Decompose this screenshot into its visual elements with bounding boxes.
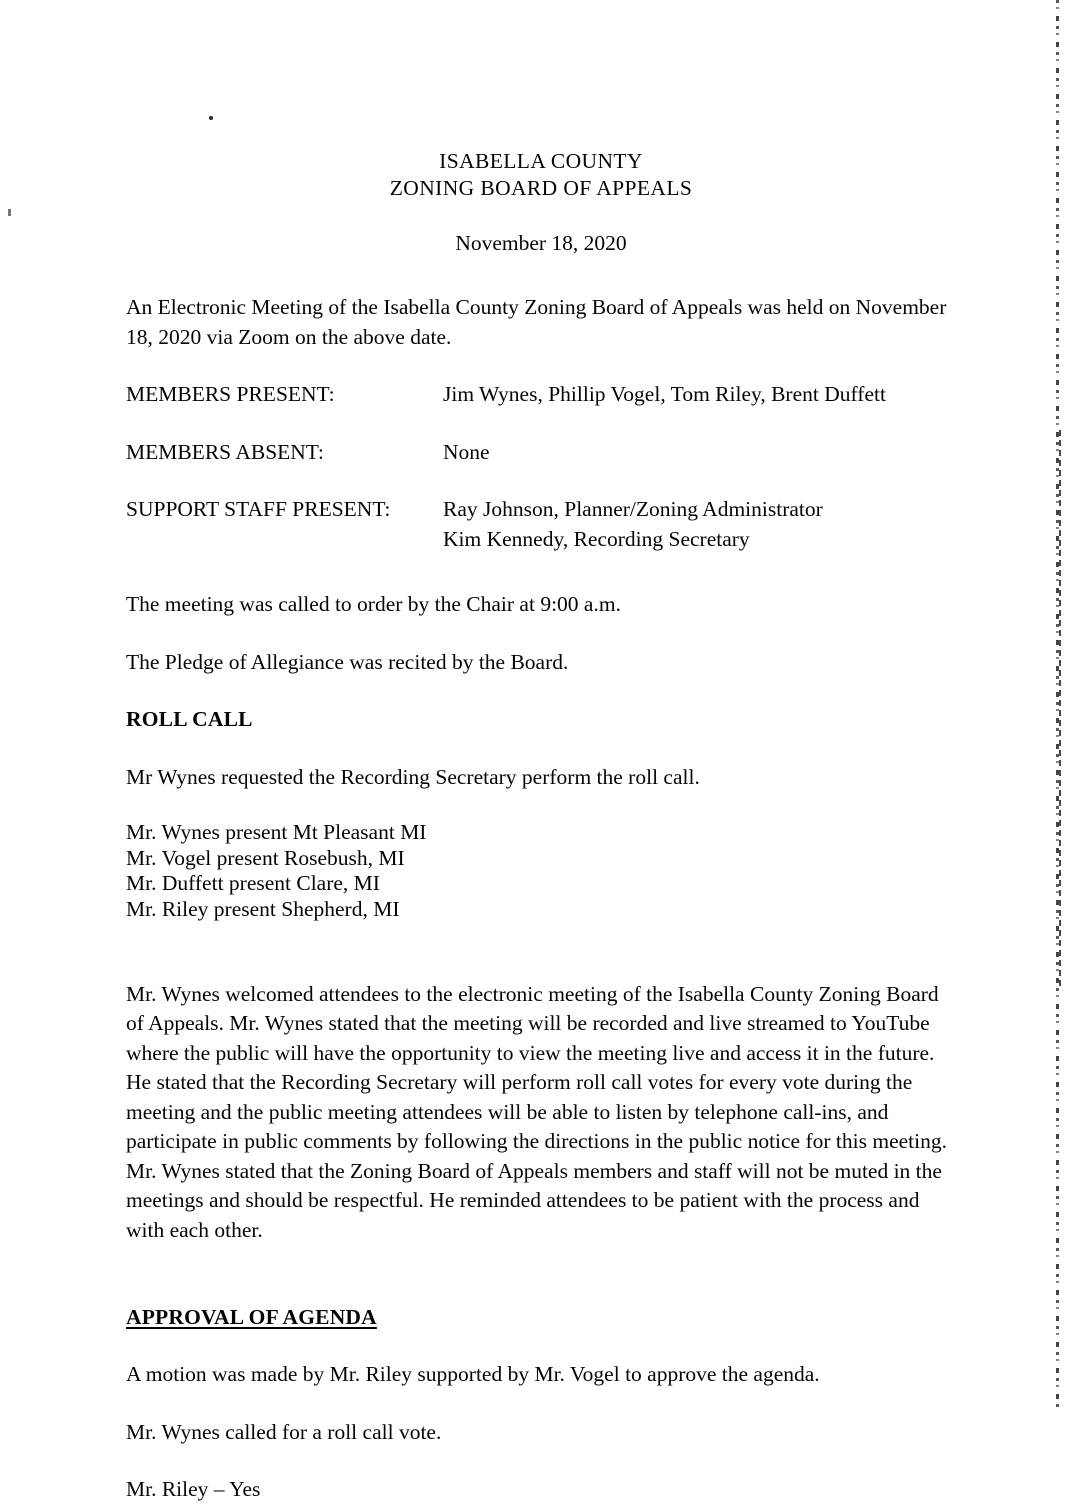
spacer (126, 257, 958, 293)
spacer (126, 554, 958, 590)
attendance-value-group (443, 495, 958, 554)
attendance-row-members-absent (126, 438, 958, 468)
attendance-value: None (443, 439, 490, 464)
organization-name-line-2: ZONING BOARD OF APPEALS (389, 176, 693, 200)
document-header (124, 0, 958, 202)
spacer (126, 467, 958, 495)
attendance-row-members-present (126, 380, 958, 410)
vote-record-entry: Mr. Riley – Yes (126, 1477, 261, 1501)
pledge-line: The Pledge of Allegiance was recited by the Board. (126, 649, 569, 674)
roll-call-request-line: Mr Wynes requested the Recording Secretary perform the roll call. (126, 764, 700, 789)
organization-name-line-1: ISABELLA COUNTY (439, 149, 643, 173)
spacer (126, 410, 958, 438)
section-heading-approval-of-agenda: APPROVAL OF AGENDA (126, 1304, 377, 1329)
attendance-value-line: Kim Kennedy, Recording Secretary (443, 526, 750, 551)
roll-call-entry: Mr. Duffett present Clare, MI (126, 871, 380, 895)
motion-line: A motion was made by Mr. Riley supported by Mr. Vogel to approve the agenda. (126, 1362, 820, 1386)
attendance-label: MEMBERS ABSENT: (126, 439, 324, 464)
welcome-paragraph: Mr. Wynes welcomed attendees to the electronic meeting of the Isabella County Zoning Board of Appeals. Mr. Wynes stated that the meeting will be recorded and live streamed to YouTube where the public will have the opportunity to view the meeting live and access it in the future. He stated that the Recording Secretary will perform roll call votes for every vote during the meeting and the public meeting attendees will be able to listen by telephone call-ins, and participate in public comments by following the directions in the public notice for this meeting. Mr. Wynes stated that the Zoning Board of Appeals members and staff will not be muted in the meetings and should be respectful. He reminded attendees to be patient with the process and with each other. (126, 981, 947, 1242)
roll-call-list (126, 820, 958, 922)
spacer (126, 677, 958, 705)
attendance-label: SUPPORT STAFF PRESENT: (126, 497, 391, 521)
spacer (126, 792, 958, 820)
spacer (126, 352, 958, 380)
spacer (126, 620, 958, 648)
intro-paragraph: An Electronic Meeting of the Isabella County Zoning Board of Appeals was held on November 18, 2020 via Zoom on the above date. (126, 295, 947, 349)
roll-call-entry: Mr. Vogel present Rosebush, MI (126, 845, 405, 870)
scan-speck-left (8, 209, 11, 216)
scan-edge-artifact-right-secondary (1059, 430, 1061, 990)
attendance-row-support-staff (126, 495, 958, 554)
spacer (126, 1390, 958, 1418)
spacer (126, 735, 958, 763)
document-body (126, 0, 958, 1505)
call-for-vote-line: Mr. Wynes called for a roll call vote. (126, 1419, 442, 1444)
attendance-label: MEMBERS PRESENT: (126, 382, 335, 406)
spacer (126, 1267, 958, 1303)
attendance-value: Jim Wynes, Phillip Vogel, Tom Riley, Brent Duffett (443, 382, 886, 406)
spacer (126, 1447, 958, 1475)
spacer (126, 922, 958, 958)
spacer (126, 1332, 958, 1360)
called-to-order-line: The meeting was called to order by the Chair at 9:00 a.m. (126, 592, 621, 616)
roll-call-entry: Mr. Wynes present Mt Pleasant MI (126, 820, 427, 844)
roll-call-entry: Mr. Riley present Shepherd, MI (126, 896, 400, 921)
meeting-date: November 18, 2020 (455, 231, 627, 255)
attendance-value-line: Ray Johnson, Planner/Zoning Administrator (443, 497, 823, 521)
section-heading-roll-call: ROLL CALL (126, 707, 253, 731)
